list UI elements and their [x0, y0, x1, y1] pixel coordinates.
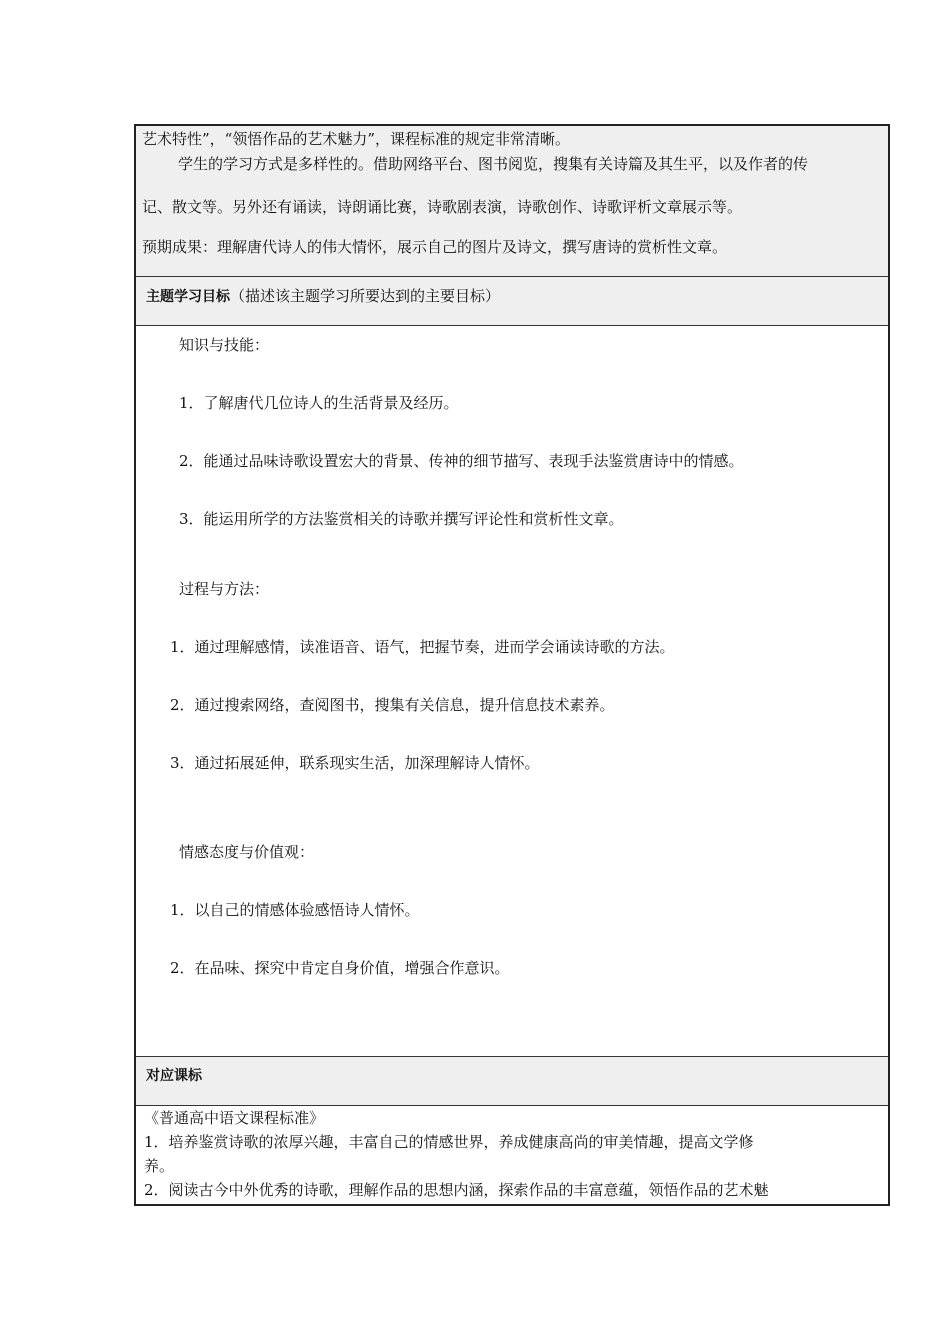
knowledge-item: 3．能运用所学的方法鉴赏相关的诗歌并撰写评论性和赏析性文章。 — [179, 510, 624, 528]
intro-line-4: 预期成果：理解唐代诗人的伟大情怀，展示自己的图片及诗文，撰写唐诗的赏析性文章。 — [142, 238, 728, 256]
process-item: 1．通过理解感情，读准语音、语气，把握节奏，进而学会诵读诗歌的方法。 — [170, 638, 675, 656]
knowledge-title: 知识与技能： — [179, 336, 270, 354]
process-title: 过程与方法： — [179, 580, 270, 598]
emotion-item: 1．以自己的情感体验感悟诗人情怀。 — [170, 901, 420, 919]
goals-header-text — [146, 287, 500, 306]
emotion-title: 情感态度与价值观： — [179, 843, 315, 861]
standards-section — [136, 1106, 888, 1206]
intro-line-3: 记、散文等。另外还有诵读，诗朗诵比赛，诗歌剧表演，诗歌创作、诗歌评析文章展示等。 — [142, 198, 743, 216]
goals-section — [136, 326, 888, 1056]
goals-header — [136, 277, 888, 325]
standards-line: 2．阅读古今中外优秀的诗歌，理解作品的思想内涵，探索作品的丰富意蕴，领悟作品的艺术魅 — [144, 1181, 769, 1199]
intro-line-2: 学生的学习方式是多样性的。借助网络平台、图书阅览，搜集有关诗篇及其生平，以及作者的传 — [178, 155, 809, 173]
goals-header-description: （描述该主题学习所要达到的主要目标） — [230, 287, 501, 305]
knowledge-item: 2．能通过品味诗歌设置宏大的背景、传神的细节描写、表现手法鉴赏唐诗中的情感。 — [179, 452, 744, 470]
process-item: 2．通过搜索网络，查阅图书，搜集有关信息，提升信息技术素养。 — [170, 696, 615, 714]
emotion-item: 2．在品味、探究中肯定自身价值，增强合作意识。 — [170, 959, 510, 977]
standards-line: 养。 — [144, 1157, 175, 1175]
knowledge-item: 1．了解唐代几位诗人的生活背景及经历。 — [179, 394, 459, 412]
goals-header-title: 主题学习目标 — [146, 289, 230, 305]
lesson-plan-table — [134, 124, 890, 1206]
standards-header-title: 对应课标 — [146, 1068, 202, 1084]
process-item: 3．通过拓展延伸，联系现实生活，加深理解诗人情怀。 — [170, 754, 540, 772]
standards-line: 1．培养鉴赏诗歌的浓厚兴趣，丰富自己的情感世界，养成健康高尚的审美情趣，提高文学修 — [144, 1133, 754, 1151]
standards-header — [136, 1057, 888, 1105]
standards-line: 《普通高中语文课程标准》 — [144, 1109, 325, 1127]
intro-line-1: 艺术特性”，“领悟作品的艺术魅力”，课程标准的规定非常清晰。 — [142, 130, 571, 148]
intro-section — [136, 126, 888, 276]
